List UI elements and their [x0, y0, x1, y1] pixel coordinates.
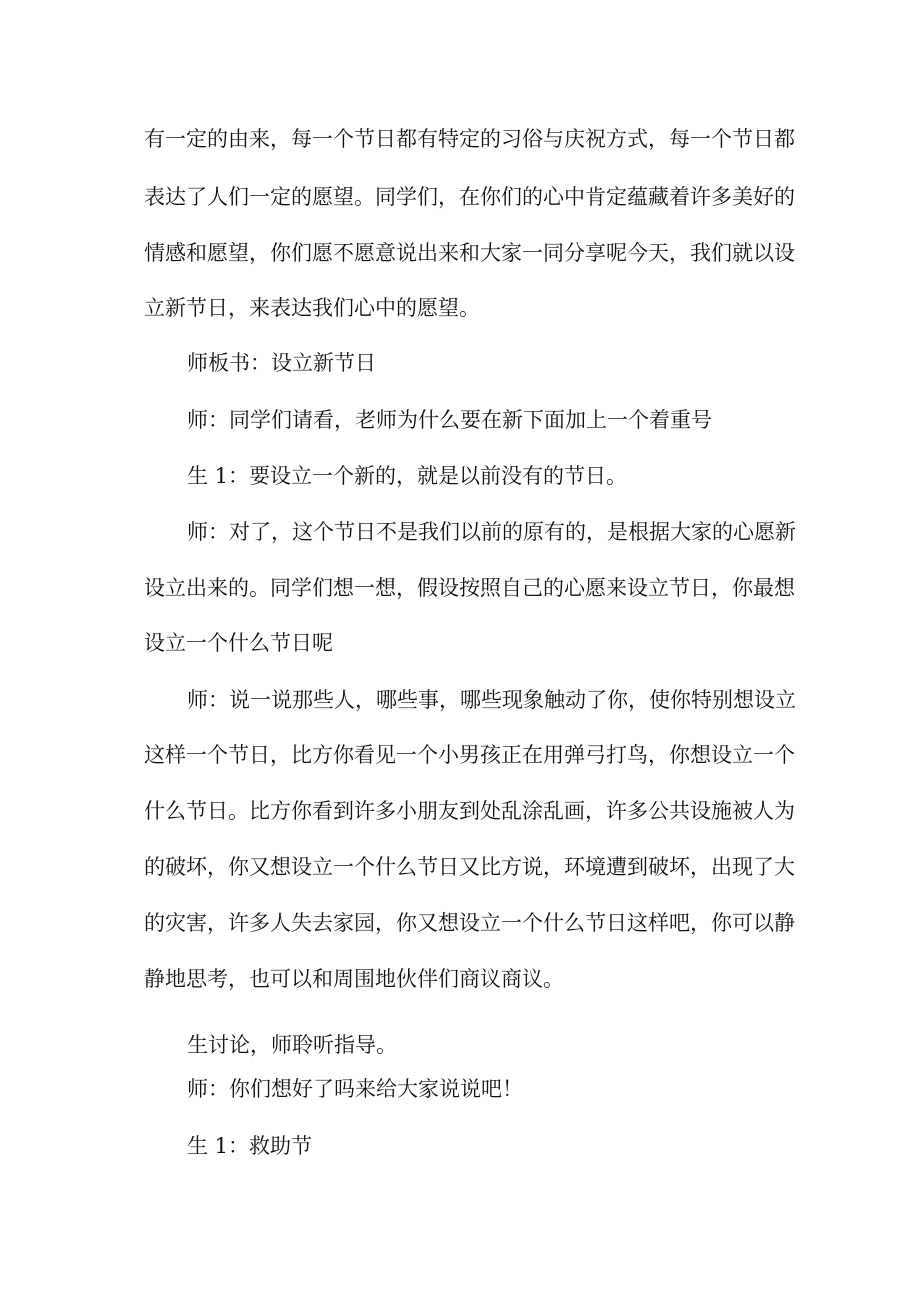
paragraph-line: 这样一个节日，比方你看见一个小男孩正在用弹弓打鸟，你想设立一个	[144, 743, 795, 767]
paragraph-line: 设立出来的。同学们想一想，假设按照自己的心愿来设立节日，你最想	[144, 576, 795, 600]
paragraph-line: 师：对了，这个节日不是我们以前的原有的，是根据大家的心愿新	[187, 520, 796, 544]
paragraph-line: 生讨论，师聆听指导。	[187, 1033, 397, 1057]
paragraph-line: 立新节日，来表达我们心中的愿望。	[144, 296, 480, 320]
paragraph-line: 有一定的由来，每一个节日都有特定的习俗与庆祝方式，每一个节日都	[144, 127, 795, 151]
paragraph-line: 师板书：设立新节日	[187, 351, 376, 375]
paragraph-line: 情感和愿望，你们愿不愿意说出来和大家一同分享呢今天，我们就以设	[144, 241, 795, 265]
paragraph-line: 的破坏，你又想设立一个什么节日又比方说，环境遭到破坏，出现了大	[144, 855, 795, 879]
paragraph-line: 师：同学们请看，老师为什么要在新下面加上一个着重号	[187, 408, 712, 432]
paragraph-line: 的灾害，许多人失去家园，你又想设立一个什么节日这样吧，你可以静	[144, 911, 795, 935]
paragraph-line: 师：你们想好了吗来给大家说说吧！	[187, 1077, 523, 1101]
paragraph-line: 师：说一说那些人，哪些事，哪些现象触动了你，使你特别想设立	[187, 688, 796, 712]
paragraph-line: 生 1：救助节	[187, 1134, 313, 1158]
paragraph-line: 生 1：要设立一个新的，就是以前没有的节日。	[187, 464, 628, 488]
paragraph-line: 设立一个什么节日呢	[144, 631, 333, 655]
paragraph-line: 表达了人们一定的愿望。同学们，在你们的心中肯定蕴藏着许多美好的	[144, 185, 795, 209]
paragraph-line: 静地思考，也可以和周围地伙伴们商议商议。	[144, 967, 564, 991]
paragraph-line: 什么节日。比方你看到许多小朋友到处乱涂乱画，许多公共设施被人为	[144, 799, 795, 823]
